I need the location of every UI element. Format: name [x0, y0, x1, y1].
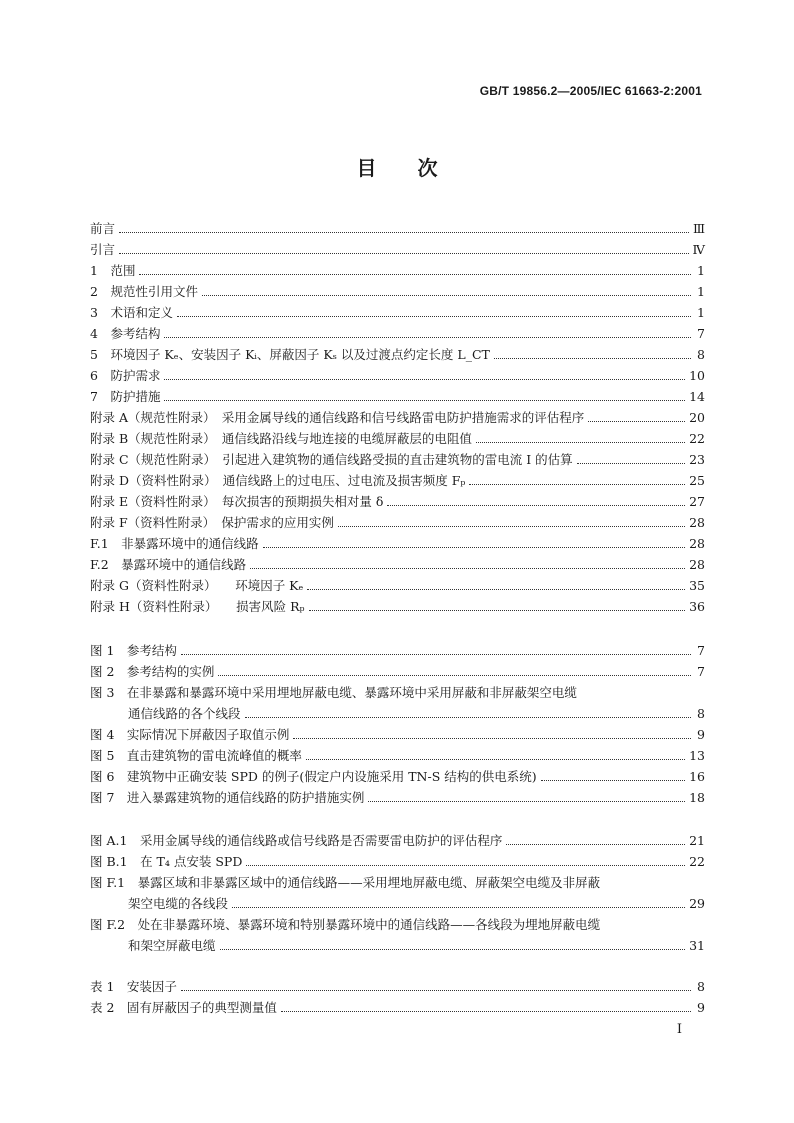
leader-dots [119, 252, 688, 254]
toc-entry-page: Ⅳ [692, 242, 705, 257]
toc-entry-page: 1 [697, 263, 705, 278]
leader-dots [588, 420, 685, 422]
toc-entry-label: 图 F.2 处在非暴露环境、暴露环境和特别暴露环境中的通信线路——各线段为埋地屏蔽电缆 [90, 917, 601, 932]
leader-dots [164, 399, 685, 401]
toc-entry-label: 附录 G（资料性附录） 环境因子 Kₑ [90, 578, 304, 593]
leader-dots [164, 378, 685, 380]
toc-entry-page: 7 [697, 326, 705, 341]
toc-entry[interactable] [90, 640, 705, 661]
leader-dots [119, 231, 689, 233]
toc-entry-page: 8 [697, 979, 705, 994]
toc-entry-label: 4 参考结构 [90, 326, 161, 341]
toc-entry-continuation[interactable] [90, 703, 705, 724]
leader-dots [246, 864, 685, 866]
toc-section-annex-figures [90, 830, 705, 956]
toc-entry-label: 附录 D（资料性附录） 通信线路上的过电压、过电流及损害频度 Fₚ [90, 473, 466, 488]
leader-dots [476, 441, 685, 443]
toc-entry[interactable] [90, 428, 705, 449]
toc-entry-page: 18 [689, 790, 705, 805]
toc-entry-label: 6 防护需求 [90, 368, 161, 383]
toc-entry[interactable] [90, 976, 705, 997]
toc-entry-page: 25 [689, 473, 705, 488]
toc-section-tables [90, 976, 705, 1018]
toc-entry-page: 8 [697, 706, 705, 721]
toc-entry[interactable] [90, 218, 705, 239]
toc-entry-page: 7 [697, 664, 705, 679]
toc-entry[interactable] [90, 872, 705, 893]
toc-entry[interactable] [90, 724, 705, 745]
toc-entry[interactable] [90, 596, 705, 617]
toc-entry[interactable] [90, 745, 705, 766]
toc-entry-label: 图 F.1 暴露区域和非暴露区域中的通信线路——采用埋地屏蔽电缆、屏蔽架空电缆及非屏蔽 [90, 875, 601, 890]
leader-dots [232, 906, 685, 908]
toc-entry-page: 13 [689, 748, 705, 763]
toc-entry-label: 表 2 固有屏蔽因子的典型测量值 [90, 1000, 277, 1015]
leader-dots [338, 525, 685, 527]
toc-entry-label: 图 A.1 采用金属导线的通信线路或信号线路是否需要雷电防护的评估程序 [90, 833, 503, 848]
toc-entry-page: 23 [689, 452, 705, 467]
leader-dots [506, 843, 685, 845]
toc-entry[interactable] [90, 302, 705, 323]
toc-entry-page: 1 [697, 284, 705, 299]
leader-dots [139, 273, 691, 275]
leader-dots [309, 609, 686, 611]
toc-entry[interactable] [90, 661, 705, 682]
toc-entry-label: 图 3 在非暴露和暴露环境中采用埋地屏蔽电缆、暴露环境中采用屏蔽和非屏蔽架空电缆 [90, 685, 577, 700]
page-title: 目 次 [356, 156, 438, 180]
leader-dots [293, 737, 691, 739]
toc-entry-label: 3 术语和定义 [90, 305, 173, 320]
toc-entry[interactable] [90, 554, 705, 575]
toc-entry-page: 16 [689, 769, 705, 784]
toc-entry-page: 35 [689, 578, 705, 593]
toc-entry[interactable] [90, 766, 705, 787]
toc-entry-page: 14 [689, 389, 705, 404]
toc-entry-page: 9 [697, 727, 705, 742]
leader-dots [577, 462, 685, 464]
toc-entry-label: 图 7 进入暴露建筑物的通信线路的防护措施实例 [90, 790, 365, 805]
toc-entry-continuation-label: 和架空屏蔽电缆 [128, 938, 216, 953]
leader-dots [281, 1010, 691, 1012]
toc-entry[interactable] [90, 851, 705, 872]
standard-number: GB/T 19856.2—2005/IEC 61663-2:2001 [479, 84, 702, 98]
toc-entry-page: 28 [689, 515, 705, 530]
toc-entry-page: 21 [689, 833, 705, 848]
toc-entry-page: 22 [689, 431, 705, 446]
toc-entry[interactable] [90, 344, 705, 365]
leader-dots [220, 948, 686, 950]
leader-dots [494, 357, 691, 359]
toc-entry-label: 附录 A（规范性附录） 采用金属导线的通信线路和信号线路雷电防护措施需求的评估程序 [90, 410, 585, 425]
toc-entry[interactable] [90, 997, 705, 1018]
toc-entry-label: 引言 [90, 242, 116, 257]
leader-dots [263, 546, 685, 548]
leader-dots [306, 758, 685, 760]
toc-entry[interactable] [90, 281, 705, 302]
toc-entry-page: 9 [697, 1000, 705, 1015]
toc-entry-label: 图 4 实际情况下屏蔽因子取值示例 [90, 727, 290, 742]
toc-entry[interactable] [90, 787, 705, 808]
toc-entry-label: 附录 H（资料性附录） 损害风险 Rₚ [90, 599, 305, 614]
toc-entry[interactable] [90, 914, 705, 935]
toc-entry[interactable] [90, 575, 705, 596]
toc-entry[interactable] [90, 386, 705, 407]
leader-dots [245, 716, 691, 718]
toc-entry-page: 10 [689, 368, 705, 383]
toc-entry[interactable] [90, 830, 705, 851]
toc-entry[interactable] [90, 470, 705, 491]
leader-dots [202, 294, 691, 296]
toc-entry-label: 图 5 直击建筑物的雷电流峰值的概率 [90, 748, 302, 763]
toc-entry-continuation-label: 通信线路的各个线段 [128, 706, 241, 721]
leader-dots [164, 336, 691, 338]
leader-dots [368, 800, 685, 802]
toc-entry-label: 表 1 安装因子 [90, 979, 177, 994]
toc-entry-page: 20 [689, 410, 705, 425]
leader-dots [181, 653, 691, 655]
toc-entry-label: 图 1 参考结构 [90, 643, 177, 658]
leader-dots [181, 989, 691, 991]
toc-entry[interactable] [90, 239, 705, 260]
toc-entry[interactable] [90, 682, 705, 703]
toc-entry-page: 28 [689, 557, 705, 572]
leader-dots [387, 504, 685, 506]
leader-dots [218, 674, 691, 676]
toc-entry-page: 31 [689, 938, 705, 953]
toc-entry-page: 28 [689, 536, 705, 551]
toc-entry[interactable] [90, 365, 705, 386]
toc-entry-label: F.2 暴露环境中的通信线路 [90, 557, 247, 572]
toc-entry-label: 1 范围 [90, 263, 136, 278]
toc-entry-label: 7 防护措施 [90, 389, 161, 404]
toc-entry-label: 图 6 建筑物中正确安装 SPD 的例子(假定户内设施采用 TN-S 结构的供电系统) [90, 769, 537, 784]
page-number: I [676, 1022, 682, 1037]
leader-dots [177, 315, 691, 317]
leader-dots [250, 567, 685, 569]
toc-entry-page: 8 [697, 347, 705, 362]
toc-entry[interactable] [90, 323, 705, 344]
toc-entry-continuation-label: 架空电缆的各线段 [128, 896, 229, 911]
toc-entry-page: 22 [689, 854, 705, 869]
toc-entry[interactable] [90, 449, 705, 470]
toc-entry-page: 36 [689, 599, 705, 614]
toc-entry[interactable] [90, 260, 705, 281]
toc-entry-page: 27 [689, 494, 705, 509]
toc-entry-page: 1 [697, 305, 705, 320]
toc-entry-label: 图 2 参考结构的实例 [90, 664, 215, 679]
toc-entry-continuation[interactable] [90, 935, 705, 956]
toc-entry-page: Ⅲ [692, 221, 705, 236]
leader-dots [469, 483, 685, 485]
toc-entry[interactable] [90, 407, 705, 428]
toc-entry-label: 前言 [90, 221, 116, 236]
toc-entry-label: 附录 C（规范性附录） 引起进入建筑物的通信线路受损的直击建筑物的雷电流 I 的估算 [90, 452, 573, 467]
toc-entry[interactable] [90, 533, 705, 554]
toc-entry-label: 附录 E（资料性附录） 每次损害的预期损失相对量 δ [90, 494, 384, 509]
toc-entry-label: 5 环境因子 Kₑ、安装因子 Kᵢ、屏蔽因子 Kₛ 以及过渡点约定长度 L_CT [90, 347, 490, 362]
toc-section-figures [90, 640, 705, 808]
toc-entry-page: 29 [689, 896, 705, 911]
toc-entry-label: F.1 非暴露环境中的通信线路 [90, 536, 259, 551]
toc-entry[interactable] [90, 512, 705, 533]
leader-dots [307, 588, 685, 590]
toc-entry-label: 2 规范性引用文件 [90, 284, 198, 299]
toc-entry[interactable] [90, 491, 705, 512]
leader-dots [541, 779, 685, 781]
toc-entry-label: 附录 F（资料性附录） 保护需求的应用实例 [90, 515, 334, 530]
toc-entry-continuation[interactable] [90, 893, 705, 914]
toc-section-clauses [90, 218, 705, 617]
toc-entry-label: 图 B.1 在 T₄ 点安装 SPD [90, 854, 243, 869]
toc-entry-label: 附录 B（规范性附录） 通信线路沿线与地连接的电缆屏蔽层的电阻值 [90, 431, 472, 446]
toc-entry-page: 7 [697, 643, 705, 658]
